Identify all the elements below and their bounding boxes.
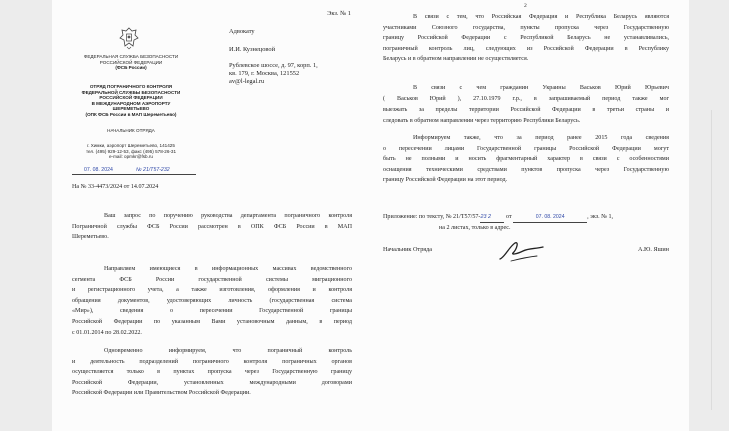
signatory-title: Начальник Отряда [383,246,433,253]
attachment-suffix: , экз. № 1, [587,214,614,220]
agency-line: (ФСБ России) [115,65,147,71]
unit-line: РОССИЙСКОЙ ФЕДЕРАЦИИ [99,95,163,101]
text-line: Российской Федерации или Правительством Российской Федерации. [72,390,251,397]
address-line: г. Химки, аэропорт Шереметьево, 141425 [87,143,175,148]
text-line: и регистрационного учета, а также изготовления, оформления и контроля [72,287,352,294]
text-line: ( Васьков Юрий ), 27.10.1979 г.р., в запрашиваемый период также мог [383,96,669,102]
scan-edge-line [711,110,712,410]
page-number: 2 [524,3,527,9]
head-title: НАЧАЛЬНИК ОТРЯДА [107,128,155,133]
text-line: Пограничной службы ФСБ России рассмотрен в ОПК ФСБ России в МАП [72,223,352,230]
stamp-line [72,167,196,174]
text-line: В связи с тем, что Российская Федерация и Республика Беларусь являются [413,14,669,20]
attachment-prefix: Приложение: по тексту, № 21/T57/57- [383,214,481,220]
text-line: и деятельность подразделений пограничного контроля пограничных органов [72,358,352,365]
paragraph-request [72,211,352,243]
attachment-handwritten-number: 23 2 [480,212,504,223]
text-line: участниками Союзного государства, пункты пропуска через Государственную [383,24,669,31]
phone-line: тел. (495) 929-12-53, факс (495) 578-26-31 [85,148,177,154]
text-line: Одновременно информируем, что пограничный контроль [104,348,352,354]
text-line: быть не полными и носить фрагментарный характер в связи с особенностями [383,156,669,163]
text-line: о пересечении лицами Государственной границы Российской Федерации могут [383,145,669,152]
document-page-1 [52,0,369,431]
text-line: осуществляется только в пунктах пропуска через Государственную границу [72,369,352,376]
text-line: границу Российской Федерации на этот период. [383,177,508,184]
text-line: Шереметьево. [72,234,109,241]
paragraph-pre-2015 [383,133,669,186]
stamp-underline [72,174,196,175]
agency-line: РОССИЙСКОЙ ФЕДЕРАЦИИ [99,59,163,65]
attachment-line [383,212,613,223]
stamp-number: № 21/T57-232 [136,167,170,173]
unit-line: ОТРЯД ПОГРАНИЧНОГО КОНТРОЛЯ [89,84,173,89]
attachment-line-2: на 2 листах, только в адрес. [439,225,511,231]
signatory-name: А.Ю. Яшин [638,246,669,253]
unit-line: В МЕЖДУНАРОДНОМ АЭРОПОРТУ [91,100,171,106]
email-line: e-mail: opmkr@fsb.ru [109,154,153,160]
addressee-block [229,27,318,86]
text-line: Российской Федерации по указанным Вами установочным данным, в период [72,318,352,325]
addressee-city: кв. 179, г. Москва, 121552 [229,70,300,77]
copy-number: Экз. № 1 [327,10,351,17]
agency-line: ФЕДЕРАЛЬНАЯ СЛУЖБА БЕЗОПАСНОСТИ [83,54,179,59]
addressee-street: Рублевское шоссе, д. 97, корп. 1, [229,62,318,69]
paragraph-citizen [383,83,669,127]
reference-number: На № 33-4473/2024 от 14.07.2024 [72,184,159,190]
text-line: «Мир»), сведения о пересечении Государственной границы [72,308,352,315]
text-line: оснащения техническими средствами пунктов пропуска через Государственную [383,166,669,173]
stamp-date: 07. 08. 2024 [84,167,113,173]
text-line: Информируем также, что за период ранее 2015 года сведения [413,135,669,141]
addressee-name: И.И. Кузнецовой [229,45,275,53]
paragraph-union-state [383,12,669,65]
document-page-2 [369,0,689,431]
fsb-emblem-icon [119,26,139,50]
attachment-date-stamp: 07. 08. 2024 [513,212,587,223]
text-line: пограничный контроль лиц, следующих из Российской Федерации в Республику [383,45,669,52]
text-line: сегмента ФСБ России государственной системы миграционного [72,276,352,283]
attachment-block [383,212,613,233]
text-line: В связи с чем гражданин Украины Васьков Юрий Юрьевич [413,85,669,91]
issuer-agency [66,54,196,71]
attachment-from: от [506,214,512,220]
signature-icon [497,237,547,265]
unit-line: ФЕДЕРАЛЬНОЙ СЛУЖБЫ БЕЗОПАСНОСТИ [81,89,181,95]
issuer-contacts [66,143,196,160]
issuer-unit [66,84,196,118]
unit-line: (ОПК ФСБ России в МАП Шереметьево) [85,111,177,117]
paragraph-records [72,264,352,338]
text-line: Беларусь и в обратном направлении не осуществляется. [383,56,529,63]
text-line: с 01.01.2014 по 28.02.2022. [72,329,142,336]
text-line: Направляем имеющиеся в информационных массивах ведомственного [104,266,352,272]
paragraph-border-control [72,346,352,399]
text-line: следовать в обратном направлении через территорию Республики Беларусь. [383,118,581,124]
unit-line: ШЕРЕМЕТЬЕВО [112,106,150,112]
addressee-line: Адвокату [229,28,255,35]
text-line: Ваш запрос по поручению руководства департамента пограничного контроля [104,213,352,219]
text-line: выезжать за пределы территории Российской Федерации в третьи страны и [383,107,669,113]
text-line: Российской Федерации, установленных международными договорами [72,379,352,386]
text-line: границу Российской Федерации с Республикой Беларусь не устанавливались, [383,35,669,42]
addressee-email: av@l-legal.ru [229,78,265,85]
text-line: обращения документов, удостоверяющих личность (государственная система [72,297,352,304]
